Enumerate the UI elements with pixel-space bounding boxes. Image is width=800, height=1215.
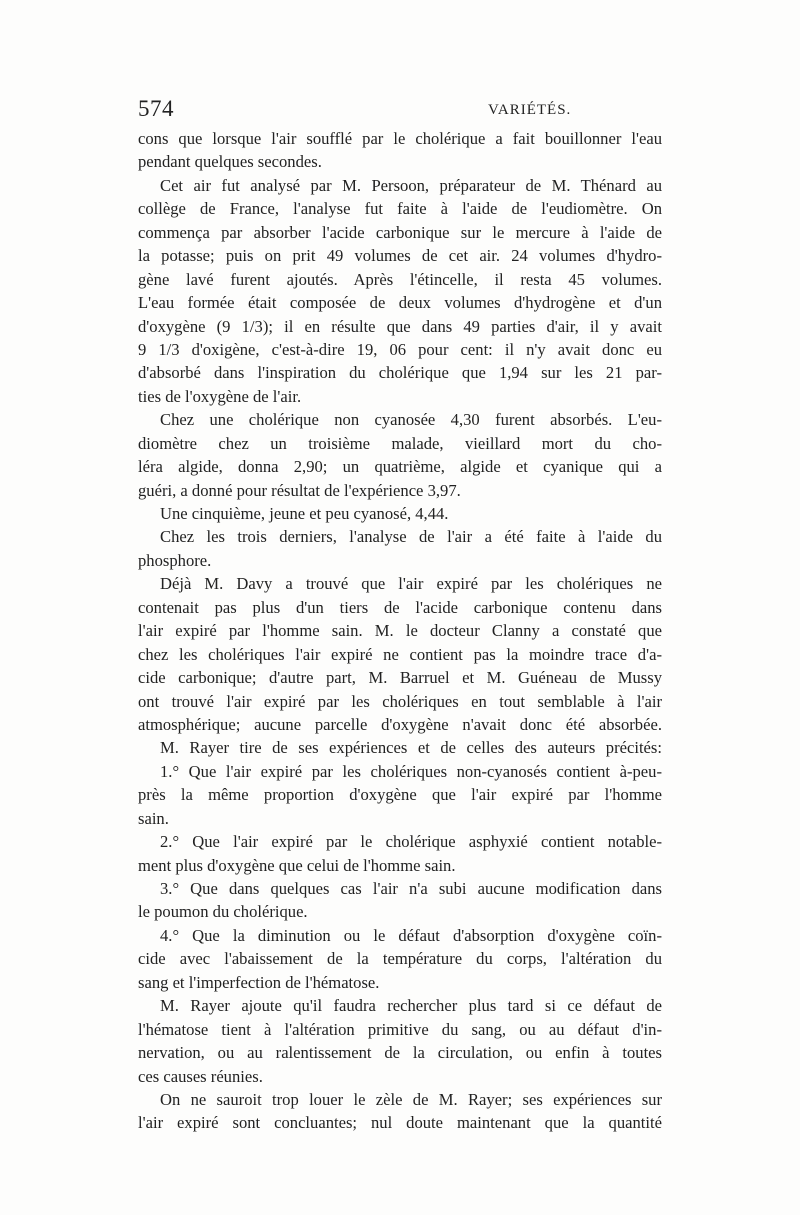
text-line: léra algide, donna 2,90; un quatrième, algide et cyanique qui a — [138, 457, 662, 477]
text-line: Déjà M. Davy a trouvé que l'air expiré par les cholériques ne — [160, 574, 662, 594]
text-line: gène lavé furent ajoutés. Après l'étincelle, il resta 45 volumes. — [138, 269, 662, 289]
text-line: diomètre chez un troisième malade, vieillard mort du cho- — [138, 433, 662, 453]
text-line: Cet air fut analysé par M. Persoon, préparateur de M. Thénard au — [160, 175, 662, 195]
text-line: 9 1/3 d'oxigène, c'est-à-dire 19, 06 pour cent: il n'y avait donc eu — [138, 339, 662, 359]
running-head: VARIÉTÉS. — [488, 102, 572, 118]
text-line: près la même proportion d'oxygène que l'air expiré par l'homme — [138, 785, 662, 805]
text-line: 4.° Que la diminution ou le défaut d'absorption d'oxygène coïn- — [160, 925, 662, 945]
text-line: 3.° Que dans quelques cas l'air n'a subi aucune modification dans — [160, 879, 662, 898]
text-line: ment plus d'oxygène que celui de l'homme sain. — [138, 855, 456, 875]
text-line: Chez une cholérique non cyanosée 4,30 furent absorbés. L'eu- — [160, 410, 662, 430]
text-line: contenait pas plus d'un tiers de l'acide carbonique contenu dans — [138, 597, 662, 617]
text-line: l'air expiré sont concluantes; nul doute maintenant que la quantité — [138, 1113, 662, 1133]
text-line: cide avec l'abaissement de la température du corps, l'altération du — [138, 949, 662, 969]
text-line: d'oxygène (9 1/3); il en résulte que dans 49 parties d'air, il y avait — [138, 316, 662, 336]
text-line: sain. — [138, 808, 169, 828]
text-line: commença par absorber l'acide carbonique sur le mercure à l'aide de — [138, 222, 662, 242]
text-line: cide carbonique; d'autre part, M. Barruel et M. Guéneau de Mussy — [138, 668, 662, 688]
page-header — [138, 96, 662, 126]
page-number: 574 — [138, 96, 174, 121]
text-line: M. Rayer tire de ses expériences et de celles des auteurs précités: — [160, 738, 662, 758]
text-line: atmosphérique; aucune parcelle d'oxygène n'avait donc été absorbée. — [138, 714, 662, 734]
text-line: chez les cholériques l'air expiré ne contient pas la moindre trace d'a- — [138, 644, 662, 664]
text-line: guéri, a donné pour résultat de l'expérience 3,97. — [138, 480, 461, 500]
text-line: On ne sauroit trop louer le zèle de M. Rayer; ses expériences sur — [160, 1089, 662, 1109]
text-line: collège de France, l'analyse fut faite à l'aide de l'eudiomètre. On — [138, 199, 662, 219]
text-line: Chez les trois derniers, l'analyse de l'air a été faite à l'aide du — [160, 527, 662, 547]
text-line: M. Rayer ajoute qu'il faudra rechercher plus tard si ce défaut de — [160, 996, 662, 1016]
text-line: l'air expiré par l'homme sain. M. le docteur Clanny a constaté que — [138, 621, 662, 641]
text-line: d'absorbé dans l'inspiration du cholérique que 1,94 sur les 21 par- — [138, 363, 662, 383]
text-line: phosphore. — [138, 550, 212, 570]
text-line: ties de l'oxygène de l'air. — [138, 386, 302, 406]
text-line: nervation, ou au ralentissement de la circulation, ou enfin à toutes — [138, 1043, 662, 1063]
text-line: ont trouvé l'air expiré par les cholériques en tout semblable à l'air — [138, 691, 662, 711]
text-line: pendant quelques secondes. — [138, 152, 322, 172]
text-line: ces causes réunies. — [138, 1066, 263, 1086]
text-line: cons que lorsque l'air soufflé par le cholérique a fait bouillonner l'eau — [138, 129, 662, 148]
text-line: sang et l'imperfection de l'hématose. — [138, 972, 380, 992]
text-line: Une cinquième, jeune et peu cyanosé, 4,44. — [160, 504, 449, 523]
text-line: 1.° Que l'air expiré par les cholériques non-cyanosés contient à-peu- — [160, 761, 662, 781]
text-line: l'hématose tient à l'altération primitive du sang, ou au défaut d'in- — [138, 1019, 662, 1039]
text-line: L'eau formée était composée de deux volumes d'hydrogène et d'un — [138, 293, 662, 313]
body-text — [138, 127, 662, 1135]
text-line: 2.° Que l'air expiré par le cholérique asphyxié contient notable- — [160, 832, 662, 852]
text-line: le poumon du cholérique. — [138, 902, 308, 922]
text-line: la potasse; puis on prit 49 volumes de cet air. 24 volumes d'hydro- — [138, 246, 662, 266]
